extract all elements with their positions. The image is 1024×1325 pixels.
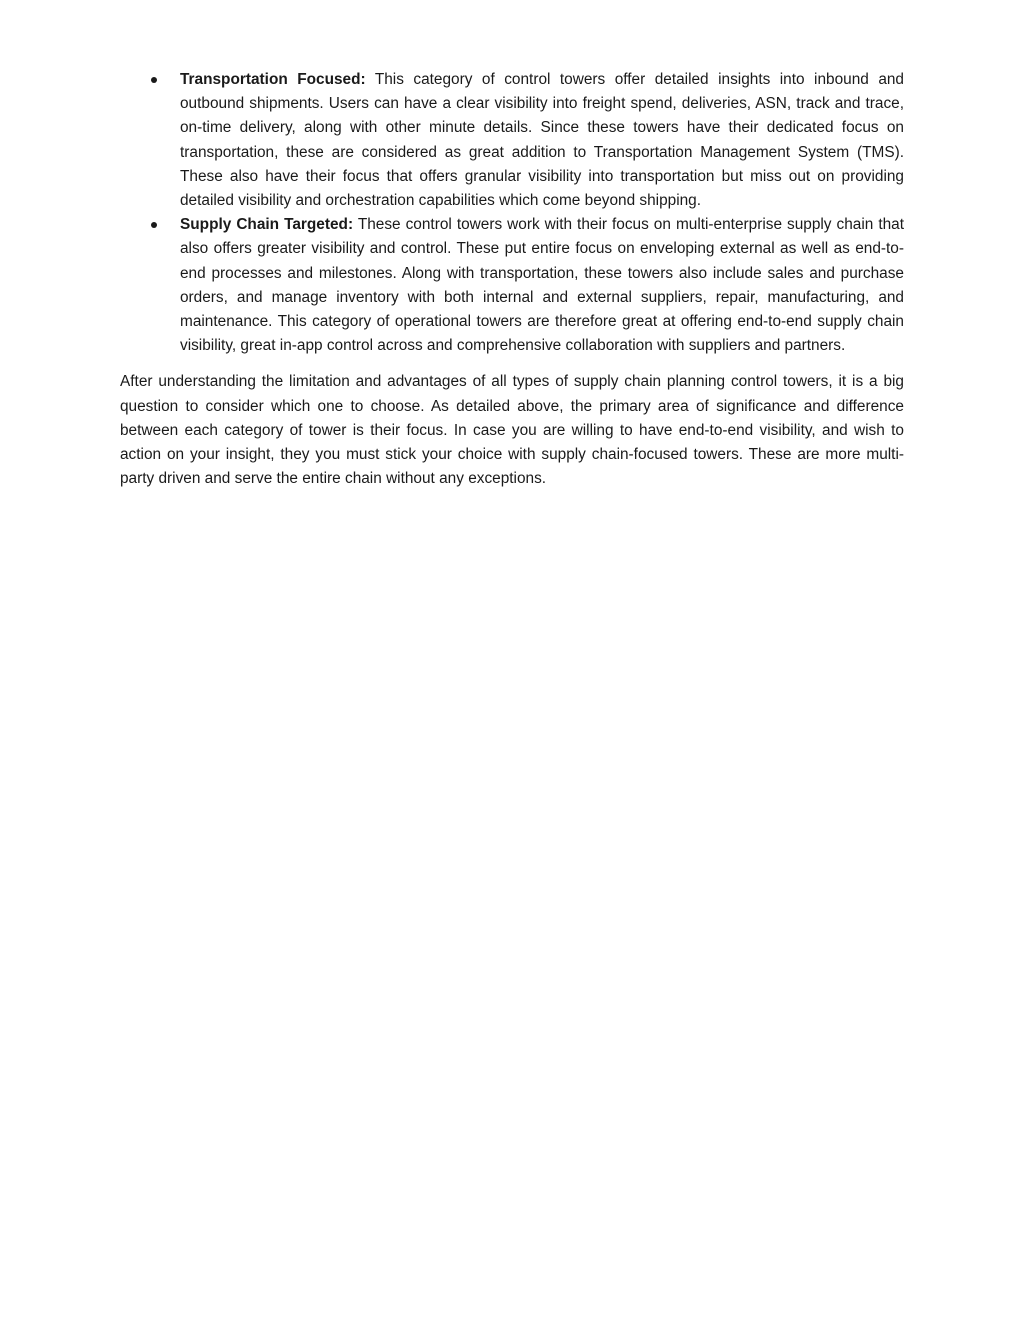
bullet-text: This category of control towers offer detailed insights into inbound and outbound shipments. Users can have a clear visibility into freight spend, deliveries, ASN, track and trace, on-time delivery, along with other minute details. Since these towers have their dedicated focus on transportation, these are considered as great addition to Transportation Management System (TMS). These also have their focus that offers granular visibility into transportation but miss out on providing detailed visibility and orchestration capabilities which come beyond shipping. (180, 71, 904, 210)
bullet-title: Transportation Focused: (180, 71, 366, 88)
bullet-text: These control towers work with their focus on multi-enterprise supply chain that also offers greater visibility and control. These put entire focus on enveloping external as well as end-to-end processes and milestones. Along with transportation, these towers also include sales and purchase orders, and manage inventory with both internal and external suppliers, repair, manufacturing, and maintenance. This category of operational towers are therefore great at offering end-to-end supply chain visibility, great in-app control across and comprehensive collaboration with suppliers and partners. (180, 216, 904, 355)
bullet-item-transportation-focused (120, 68, 904, 213)
document-page (120, 68, 904, 491)
bullet-list (120, 68, 904, 358)
bullet-title: Supply Chain Targeted: (180, 216, 354, 234)
body-paragraph: After understanding the limitation and advantages of all types of supply chain planning control towers, it is a big question to consider which one to choose. As detailed above, the primary area of significance and difference between each category of tower is their focus. In case you are willing to have end-to-end visibility, and wish to action on your insight, they you must stick your choice with supply chain-focused towers. These are more multi-party driven and serve the entire chain without any exceptions. (120, 373, 904, 488)
bullet-dot-icon (151, 77, 157, 83)
bullet-item-supply-chain-targeted (120, 213, 904, 358)
bullet-dot-icon (151, 222, 157, 228)
